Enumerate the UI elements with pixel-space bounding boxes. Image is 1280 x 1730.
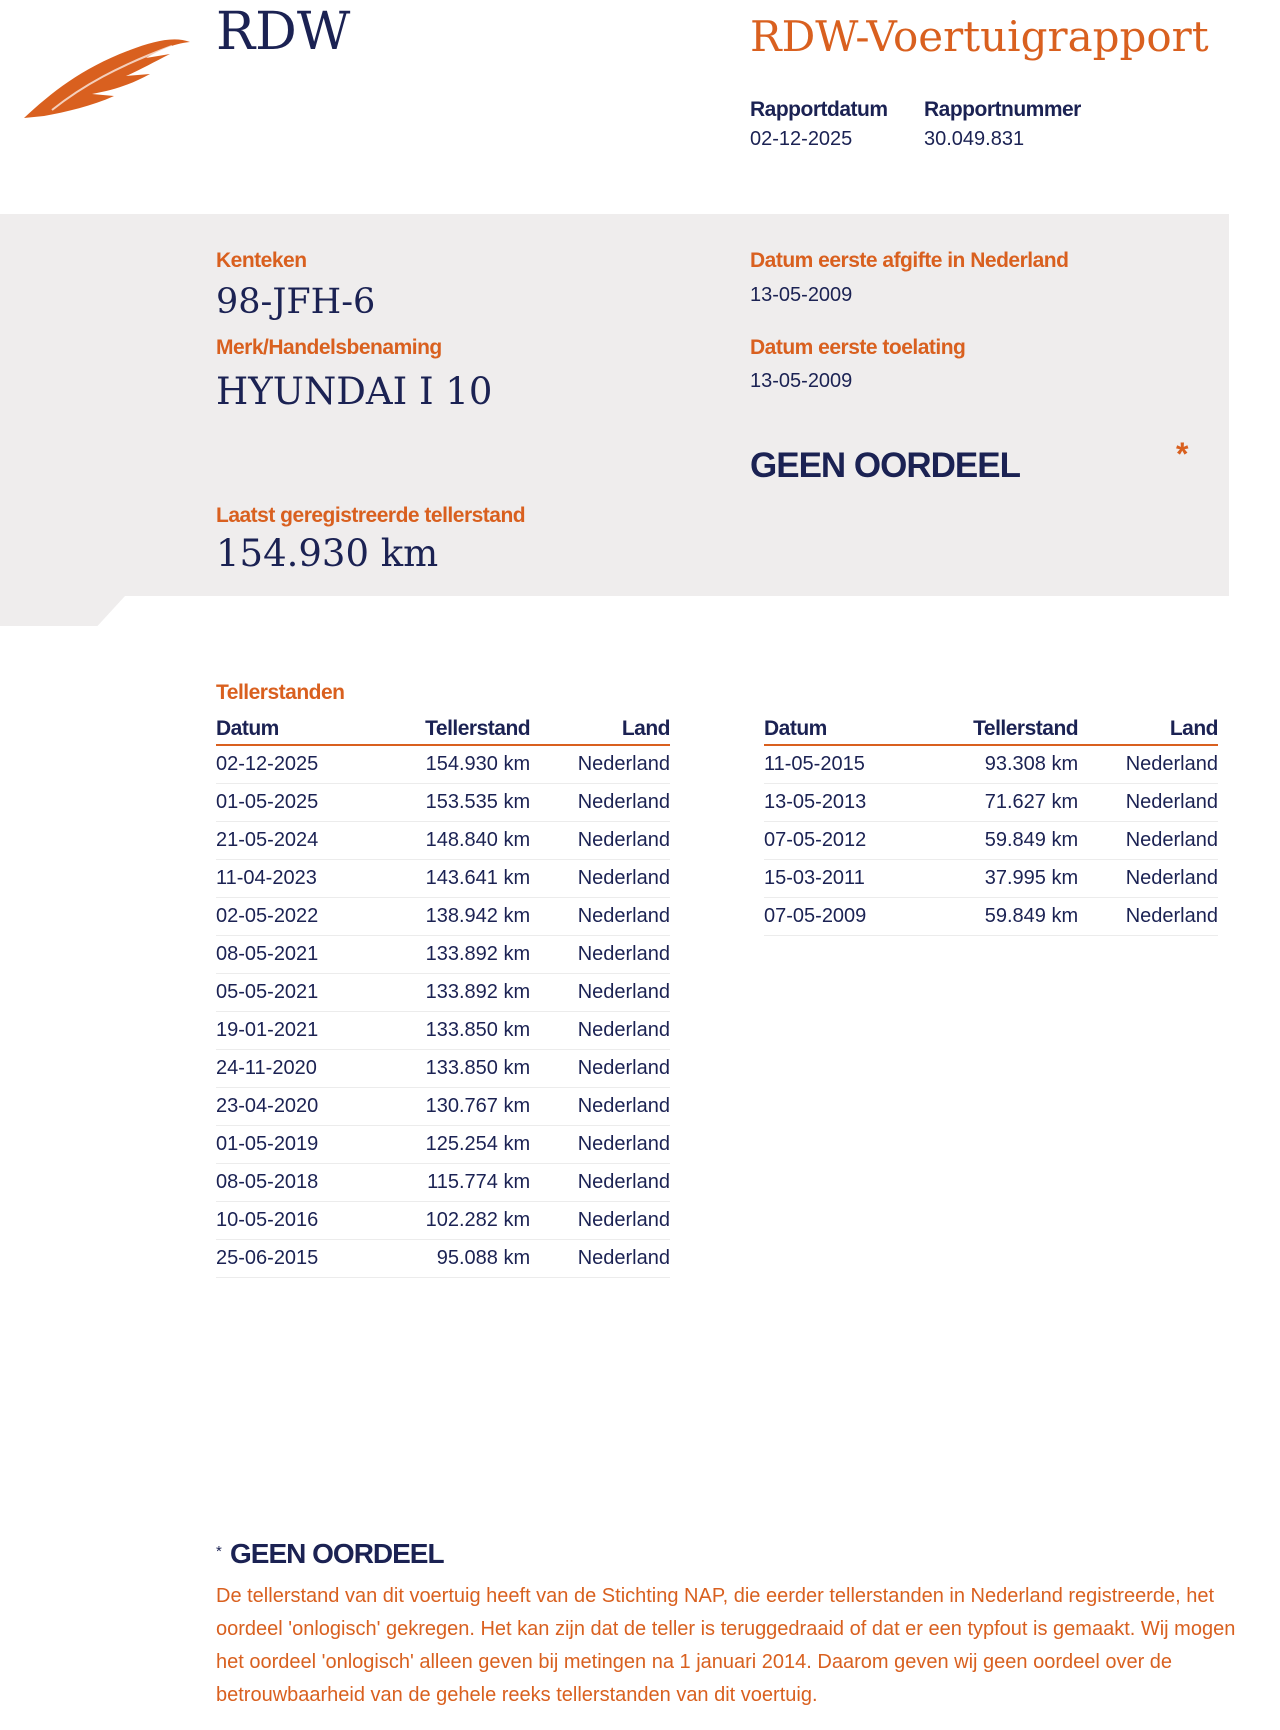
- rapportdatum-value: 02-12-2025: [750, 128, 853, 150]
- cell-land: Nederland: [1078, 860, 1218, 898]
- table-header-row: [764, 713, 1218, 745]
- cell-tellerstand: 125.254 km: [371, 1126, 530, 1164]
- cell-datum: 01-05-2019: [216, 1126, 371, 1164]
- table-body: [764, 745, 1218, 936]
- column-header-tellerstand: Tellerstand: [371, 713, 530, 745]
- table-header-row: [216, 713, 670, 745]
- cell-tellerstand: 153.535 km: [371, 784, 530, 822]
- cell-land: Nederland: [1078, 898, 1218, 936]
- verdict-text: GEEN OORDEEL: [750, 446, 1020, 485]
- cell-tellerstand: 133.850 km: [371, 1050, 530, 1088]
- cell-tellerstand: 133.892 km: [371, 936, 530, 974]
- cell-land: Nederland: [530, 974, 670, 1012]
- cell-datum: 11-05-2015: [764, 745, 919, 784]
- table-row: [216, 745, 670, 784]
- table-row: [216, 1012, 670, 1050]
- cell-tellerstand: 154.930 km: [371, 745, 530, 784]
- table-row: [216, 822, 670, 860]
- table-row: [216, 898, 670, 936]
- table-row: [216, 1088, 670, 1126]
- table-row: [216, 936, 670, 974]
- cell-land: Nederland: [530, 860, 670, 898]
- toelating-value: 13-05-2009: [750, 370, 853, 392]
- table-row: [216, 1164, 670, 1202]
- cell-datum: 10-05-2016: [216, 1202, 371, 1240]
- cell-datum: 15-03-2011: [764, 860, 919, 898]
- cell-land: Nederland: [530, 1126, 670, 1164]
- cell-tellerstand: 37.995 km: [919, 860, 1078, 898]
- cell-datum: 13-05-2013: [764, 784, 919, 822]
- cell-datum: 07-05-2009: [764, 898, 919, 936]
- column-header-datum: Datum: [764, 713, 919, 745]
- verdict-footnote-star: *: [1176, 436, 1189, 472]
- laatste-tellerstand-value: 154.930 km: [216, 532, 439, 575]
- kenteken-label: Kenteken: [216, 249, 307, 272]
- cell-tellerstand: 95.088 km: [371, 1240, 530, 1278]
- cell-land: Nederland: [530, 1240, 670, 1278]
- cell-tellerstand: 115.774 km: [371, 1164, 530, 1202]
- panel-tail-decoration: [0, 596, 125, 626]
- afgifte-label: Datum eerste afgifte in Nederland: [750, 249, 1069, 272]
- cell-datum: 24-11-2020: [216, 1050, 371, 1088]
- cell-datum: 19-01-2021: [216, 1012, 371, 1050]
- rapportnummer-value: 30.049.831: [924, 128, 1025, 150]
- cell-datum: 02-05-2022: [216, 898, 371, 936]
- cell-land: Nederland: [530, 1088, 670, 1126]
- cell-datum: 08-05-2018: [216, 1164, 371, 1202]
- cell-tellerstand: 59.849 km: [919, 822, 1078, 860]
- cell-land: Nederland: [1078, 784, 1218, 822]
- table-row: [764, 745, 1218, 784]
- tellerstanden-table-right: [764, 713, 1218, 936]
- cell-land: Nederland: [530, 1202, 670, 1240]
- table-row: [764, 822, 1218, 860]
- table-row: [764, 898, 1218, 936]
- cell-land: Nederland: [530, 1164, 670, 1202]
- cell-tellerstand: 133.892 km: [371, 974, 530, 1012]
- table-body: [216, 745, 670, 1278]
- cell-datum: 23-04-2020: [216, 1088, 371, 1126]
- cell-land: Nederland: [530, 822, 670, 860]
- cell-datum: 02-12-2025: [216, 745, 371, 784]
- cell-datum: 21-05-2024: [216, 822, 371, 860]
- table-row: [764, 860, 1218, 898]
- cell-land: Nederland: [1078, 822, 1218, 860]
- table-row: [216, 1202, 670, 1240]
- column-header-land: Land: [530, 713, 670, 745]
- report-title: RDW-Voertuigrapport: [750, 12, 1209, 61]
- cell-datum: 07-05-2012: [764, 822, 919, 860]
- kenteken-value: 98-JFH-6: [216, 282, 376, 322]
- cell-tellerstand: 71.627 km: [919, 784, 1078, 822]
- cell-datum: 01-05-2025: [216, 784, 371, 822]
- cell-tellerstand: 93.308 km: [919, 745, 1078, 784]
- table-row: [216, 1050, 670, 1088]
- brand-name: RDW: [216, 2, 351, 62]
- rapportnummer-label: Rapportnummer: [924, 98, 1081, 121]
- cell-datum: 08-05-2021: [216, 936, 371, 974]
- column-header-land: Land: [1078, 713, 1218, 745]
- afgifte-value: 13-05-2009: [750, 284, 853, 306]
- table-row: [216, 784, 670, 822]
- cell-datum: 05-05-2021: [216, 974, 371, 1012]
- table-row: [216, 1240, 670, 1278]
- tellerstanden-table-left: [216, 713, 670, 1278]
- cell-tellerstand: 133.850 km: [371, 1012, 530, 1050]
- cell-land: Nederland: [530, 1012, 670, 1050]
- footnote-text: De tellerstand van dit voertuig heeft van de Stichting NAP, die eerder tellerstanden in Nederland registreerde, het oordeel 'onlogisch' gekregen. Het kan zijn dat de teller is teruggedraaid of dat er een typfout is gemaakt. Wij mogen het oordeel 'onlogisch' alleen geven bij metingen na 1 januari 2014. Daarom geven wij geen oordeel over de betrouwbaarheid van de gehele reeks tellerstanden van dit voertuig.: [216, 1585, 1236, 1706]
- cell-tellerstand: 143.641 km: [371, 860, 530, 898]
- table-row: [216, 974, 670, 1012]
- column-header-datum: Datum: [216, 713, 371, 745]
- cell-land: Nederland: [1078, 745, 1218, 784]
- table-row: [216, 860, 670, 898]
- cell-land: Nederland: [530, 898, 670, 936]
- footnote-star: *: [216, 1543, 222, 1560]
- cell-tellerstand: 138.942 km: [371, 898, 530, 936]
- cell-tellerstand: 130.767 km: [371, 1088, 530, 1126]
- cell-tellerstand: 148.840 km: [371, 822, 530, 860]
- cell-tellerstand: 102.282 km: [371, 1202, 530, 1240]
- column-header-tellerstand: Tellerstand: [919, 713, 1078, 745]
- laatste-tellerstand-label: Laatst geregistreerde tellerstand: [216, 504, 526, 527]
- merk-label: Merk/Handelsbenaming: [216, 336, 442, 359]
- cell-land: Nederland: [530, 745, 670, 784]
- tellerstanden-title: Tellerstanden: [216, 681, 345, 704]
- rapportdatum-label: Rapportdatum: [750, 98, 888, 121]
- cell-datum: 11-04-2023: [216, 860, 371, 898]
- cell-datum: 25-06-2015: [216, 1240, 371, 1278]
- cell-tellerstand: 59.849 km: [919, 898, 1078, 936]
- rdw-logo-icon: [22, 30, 192, 120]
- toelating-label: Datum eerste toelating: [750, 336, 966, 359]
- table-row: [216, 1126, 670, 1164]
- merk-value: HYUNDAI I 10: [216, 370, 493, 413]
- cell-land: Nederland: [530, 936, 670, 974]
- footnote-title: GEEN OORDEEL: [230, 1538, 444, 1569]
- cell-land: Nederland: [530, 784, 670, 822]
- cell-land: Nederland: [530, 1050, 670, 1088]
- table-row: [764, 784, 1218, 822]
